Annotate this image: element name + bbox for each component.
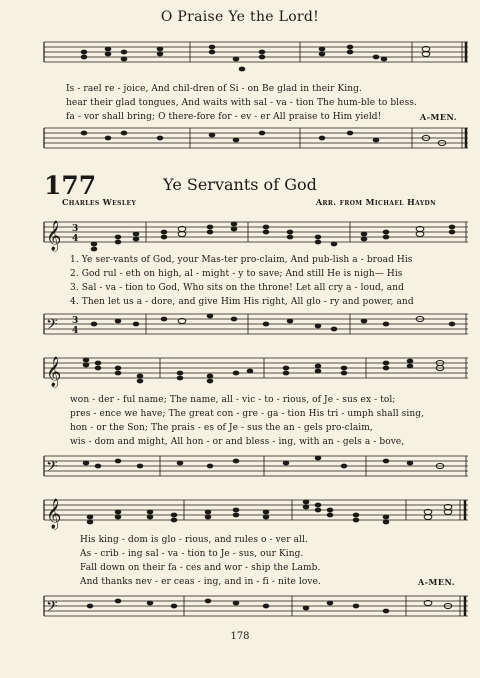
top-lyric-line-3: fa - vor shall bring; O there-fore for - ev - er All praise to Him yield! — [66, 112, 382, 122]
hymn-title: Ye Servants of God — [163, 175, 317, 194]
system-3-treble-staff — [0, 494, 480, 534]
system-1-verse-4: 4. Then let us a - dore, and give Him His right, All glo - ry and power, and — [70, 297, 414, 307]
top-amen-label: A-MEN. — [420, 112, 458, 122]
system-1-bass-staff — [0, 308, 480, 344]
hymn-author: Charles Wesley — [62, 197, 137, 207]
time-signature: 3 — [72, 224, 79, 234]
system-1-verse-2: 2. God rul - eth on high, al - might - y to save; And still He is nigh— His — [70, 269, 403, 279]
system-2-verse-1: won - der - ful name; The name, all - vic - to - rious, of Je - sus ex - tol; — [70, 395, 396, 405]
page-number: 178 — [230, 631, 250, 642]
top-lyric-line-1: Is - rael re - joice, And chil-dren of Si - on Be glad in their King. — [66, 84, 362, 94]
top-treble-staff — [0, 38, 480, 78]
treble-clef-icon: 𝄞 — [46, 221, 62, 251]
hymn-arranger: Arr. from Michael Haydn — [315, 197, 436, 207]
top-lyric-line-2: hear their glad tongues, And waits with sal - va - tion The hum-ble to bless. — [66, 98, 417, 108]
svg-text:4: 4 — [72, 234, 79, 244]
system-3-verse-2: As - crib - ing sal - va - tion to Je - sus, our King. — [80, 549, 304, 559]
system-2-bass-staff — [0, 450, 480, 486]
system-3-bass-staff — [0, 590, 480, 626]
svg-text:𝄞: 𝄞 — [46, 357, 62, 387]
top-hymn-title: O Praise Ye the Lord! — [160, 9, 320, 25]
svg-text:𝄞: 𝄞 — [46, 499, 62, 529]
hymn-number: 177 — [44, 171, 97, 200]
system-2-verse-2: pres - ence we have; The great con - gre - ga - tion His tri - umph shall sing, — [70, 409, 425, 419]
system-3-verse-4: And thanks nev - er ceas - ing, and in - fi - nite love. — [80, 577, 321, 587]
svg-text:3: 3 — [72, 316, 79, 326]
system-2-verse-4: wis - dom and might, All hon - or and bless - ing, with an - gels a - bove, — [70, 437, 405, 447]
svg-text:𝄢: 𝄢 — [46, 458, 58, 479]
system-2-treble-staff — [0, 350, 480, 394]
bass-clef-icon: 𝄢 — [46, 316, 58, 337]
svg-text:𝄢: 𝄢 — [46, 598, 58, 619]
system-3-verse-1: His king - dom is glo - rious, and rules o - ver all. — [80, 535, 308, 545]
system-2-verse-3: hon - or the Son; The prais - es of Je - sus the an - gels pro-claim, — [70, 423, 373, 433]
system-1-verse-3: 3. Sal - va - tion to God, Who sits on the throne! Let all cry a - loud, and — [70, 283, 404, 293]
system-1-verse-1: 1. Ye ser-vants of God, your Mas-ter pro-claim, And pub-lish a - broad His — [70, 255, 413, 265]
system-1-treble-staff — [0, 216, 480, 256]
svg-text:4: 4 — [72, 326, 79, 336]
system-3-verse-3: Fall down on their fa - ces and wor - ship the Lamb. — [80, 563, 321, 573]
top-bass-staff — [0, 124, 480, 160]
hymn-amen-label: A-MEN. — [418, 577, 456, 587]
